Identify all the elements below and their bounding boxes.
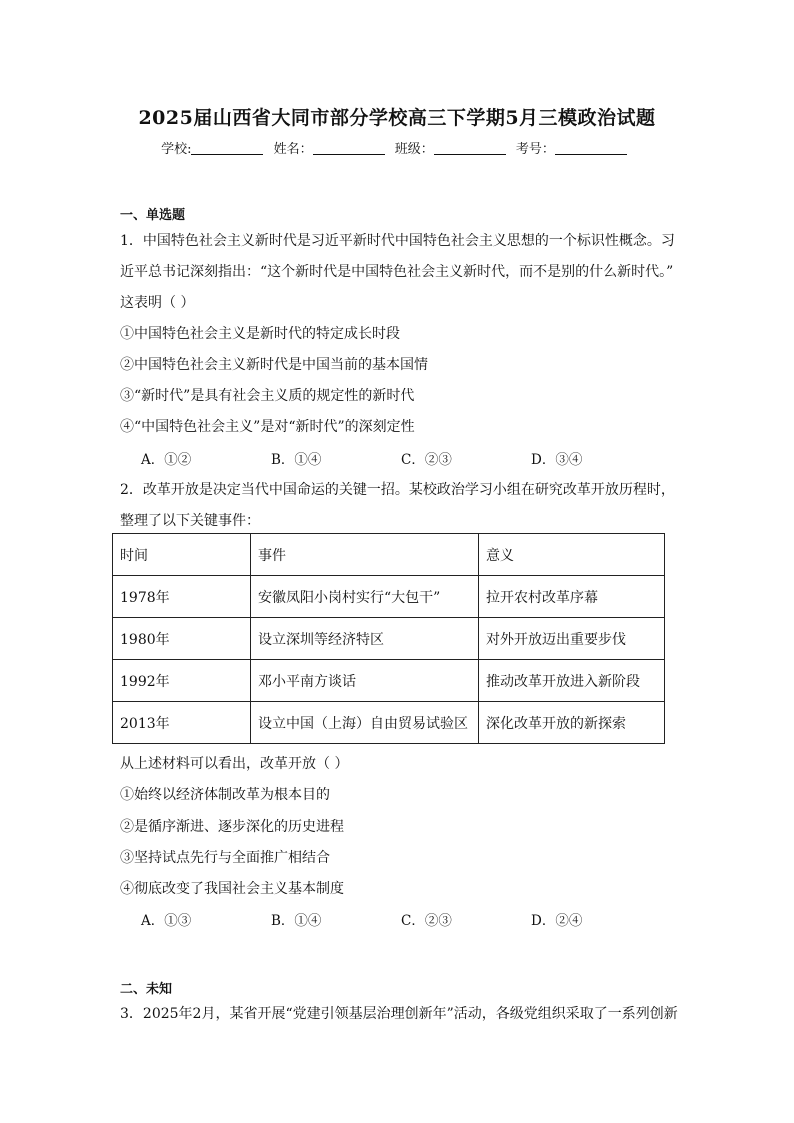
table-row (113, 702, 665, 744)
q1-option-a[interactable]: A．①② (141, 452, 192, 468)
table-cell: 设立深圳等经济特区 (251, 618, 479, 660)
q1-option-d[interactable]: D．③④ (531, 452, 583, 468)
q2-question-stem: 从上述材料可以看出，改革开放（ ） (120, 756, 349, 772)
q1-options (141, 448, 661, 468)
name-label: 姓名： (273, 142, 313, 157)
table-cell: 安徽凤阳小岗村实行“大包干” (251, 576, 479, 618)
class-blank[interactable] (434, 142, 506, 155)
table-cell: 1980年 (113, 618, 251, 660)
name-blank[interactable] (313, 142, 385, 155)
table-cell: 拉开农村改革序幕 (479, 576, 665, 618)
table-cell: 1978年 (113, 576, 251, 618)
table-header-cell: 事件 (251, 534, 479, 576)
table-header-cell: 意义 (479, 534, 665, 576)
q1-stem-line3: 这表明（ ） (120, 295, 195, 311)
q1-option-c[interactable]: C．②③ (401, 452, 452, 468)
school-blank[interactable] (191, 142, 263, 155)
q1-option-b[interactable]: B．①④ (271, 452, 322, 468)
q2-option-a[interactable]: A．①③ (141, 913, 192, 929)
q1-statement-4: ④“中国特色社会主义”是对“新时代”的深刻定性 (120, 419, 415, 435)
table-header-row (113, 534, 665, 576)
table-cell: 深化改革开放的新探索 (479, 702, 665, 744)
q2-option-b[interactable]: B．①④ (271, 913, 322, 929)
class-label: 班级： (394, 142, 434, 157)
table-row (113, 660, 665, 702)
q1-statement-1: ①中国特色社会主义是新时代的特定成长时段 (120, 326, 400, 342)
school-label: 学校: (161, 142, 192, 157)
q3-stem-line1: 3．2025年2月，某省开展“党建引领基层治理创新年”活动，各级党组织采取了一系列创新 (120, 1006, 678, 1022)
q2-statement-1: ①始终以经济体制改革为根本目的 (120, 787, 330, 803)
exam-title: 2025届山西省大同市部分学校高三下学期5月三模政治试题 (138, 107, 656, 129)
q2-statement-2: ②是循序渐进、逐步深化的历史进程 (120, 819, 344, 835)
q1-stem-line1: 1．中国特色社会主义新时代是习近平新时代中国特色社会主义思想的一个标识性概念。习 (120, 233, 675, 249)
table-cell: 2013年 (113, 702, 251, 744)
exam-no-blank[interactable] (555, 142, 627, 155)
table-row (113, 618, 665, 660)
student-info-line (0, 138, 794, 157)
table-row (113, 576, 665, 618)
reform-events-table (112, 533, 665, 744)
table-cell: 1992年 (113, 660, 251, 702)
table-cell: 对外开放迈出重要步伐 (479, 618, 665, 660)
q1-statement-3: ③“新时代”是具有社会主义质的规定性的新时代 (120, 388, 415, 404)
section-title-unknown: 二、未知 (120, 982, 173, 997)
q1-statement-2: ②中国特色社会主义新时代是中国当前的基本国情 (120, 357, 428, 373)
table-cell: 推动改革开放进入新阶段 (479, 660, 665, 702)
table-cell: 邓小平南方谈话 (251, 660, 479, 702)
section-title-single-choice: 一、单选题 (120, 208, 186, 223)
q2-option-c[interactable]: C．②③ (401, 913, 452, 929)
q2-statement-4: ④彻底改变了我国社会主义基本制度 (120, 881, 344, 897)
table-cell: 设立中国（上海）自由贸易试验区 (251, 702, 479, 744)
q2-statement-3: ③坚持试点先行与全面推广相结合 (120, 850, 330, 866)
q2-stem-line1: 2．改革开放是决定当代中国命运的关键一招。某校政治学习小组在研究改革开放历程时， (120, 482, 675, 498)
q2-options (141, 909, 661, 929)
table-header-cell: 时间 (113, 534, 251, 576)
q2-option-d[interactable]: D．②④ (531, 913, 583, 929)
exam-no-label: 考号： (515, 142, 555, 157)
q1-stem-line2: 近平总书记深刻指出：“这个新时代是中国特色社会主义新时代，而不是别的什么新时代。” (120, 264, 674, 280)
q2-stem-line2: 整理了以下关键事件： (120, 513, 260, 529)
